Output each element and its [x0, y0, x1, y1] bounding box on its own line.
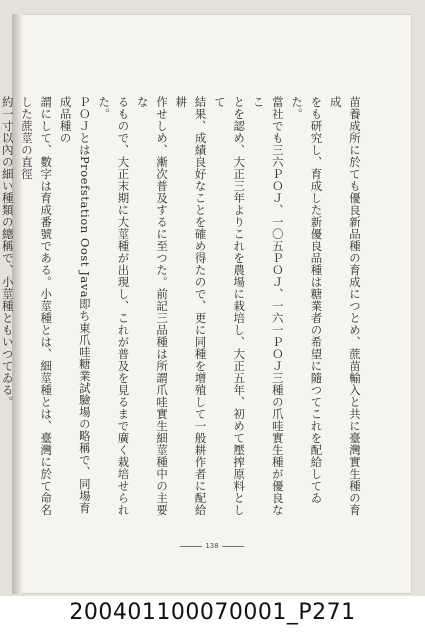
page-number-footer [12, 542, 412, 550]
text-line: ＰＯＪとはProefstation Oost Java即ち東爪哇糖業試驗場の略稱で、同場育成品種の [58, 96, 92, 515]
text-line: 謂にして、數字は育成番號である。小莖種とは、細莖種とは、臺灣に於て命名した蔗莖の直徑 [19, 96, 54, 516]
image-caption: 200401100070001_P271 [69, 600, 356, 625]
page-number-rule-left [180, 546, 202, 547]
page-number: 138 [205, 542, 219, 550]
text-line: 作せしめ、漸次普及するに至つた。前記三品種は所謂爪哇實生細莖種中の主要な [135, 96, 170, 516]
text-line: 約一寸以內の細い種類の總稱で、小莖種ともいつてゐる。 [0, 96, 15, 408]
page-number-rule-right [222, 546, 244, 547]
text-line: るもので、大正末期に大莖種が出現し、これが普及を見るまで廣く栽培せられた。 [97, 96, 131, 516]
text-line: 當社でも三六ＰＯＪ、一〇五ＰＯＪ、一六一ＰＯＪ三種の爪哇實生種が優良なこ [251, 96, 285, 516]
vertical-text-block [0, 96, 364, 524]
text-line: をも研究し、育成した新優良品種は糖業者の希望に隨つてこれを配給してゐた。 [290, 96, 324, 504]
text-line: 結果、成績良好なことを確め得たので、更に同種を增殖して一般耕作者に配給耕 [174, 96, 208, 516]
book-page [0, 14, 412, 594]
text-line: とを認め、大正三年よりこれを農場に栽培し、大正五年、初めて壓搾原料として [212, 96, 247, 516]
text-line: 苗養成所に於ても優良新品種の育成につとめ、蔗苗輸入と共に臺灣實生種の育成 [328, 96, 362, 516]
